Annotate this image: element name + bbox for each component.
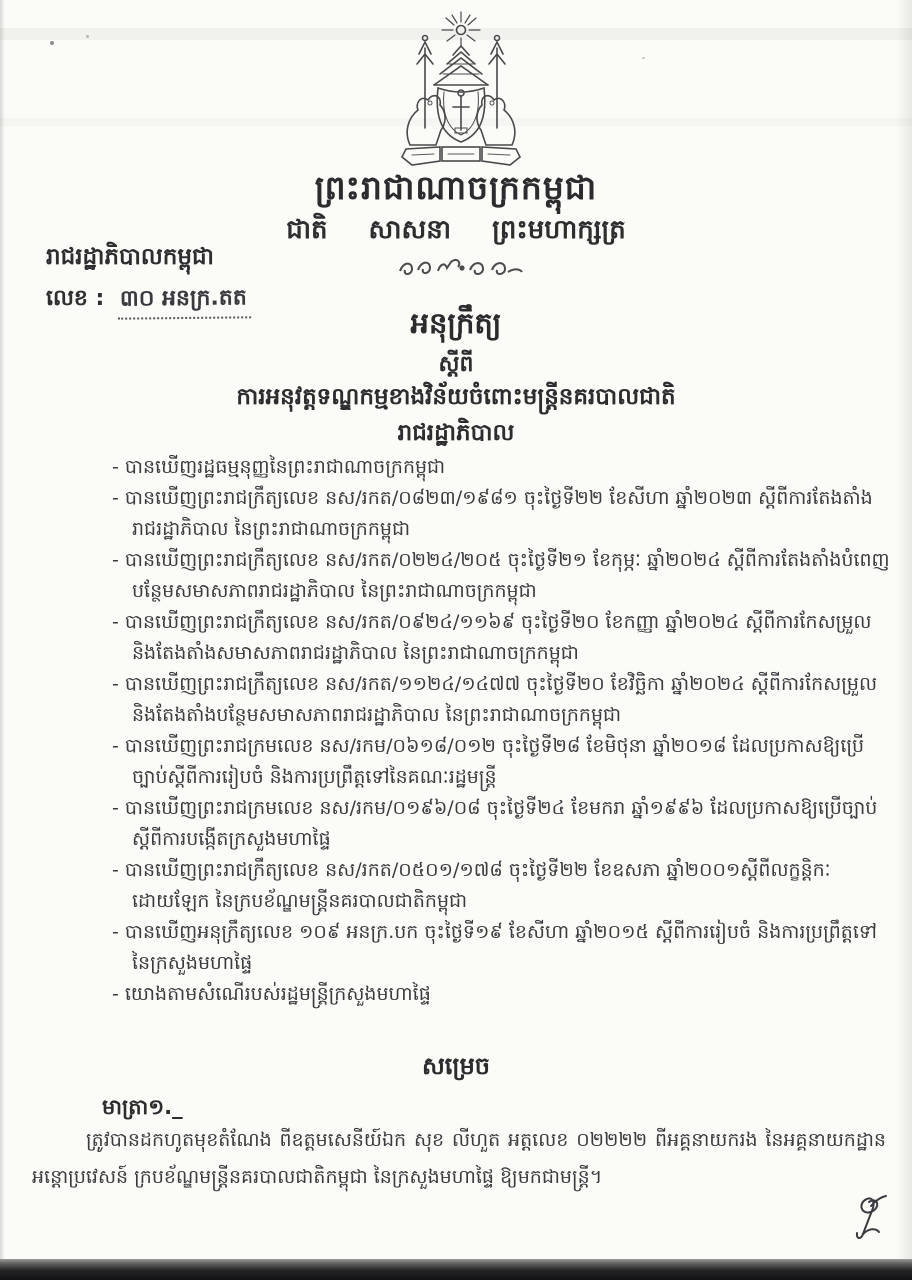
preamble-heading: រាជរដ្ឋាភិបាល xyxy=(397,420,515,446)
sun-rays-icon xyxy=(442,12,480,46)
pediment-icon xyxy=(434,46,488,85)
decision-heading: សម្រេច xyxy=(421,1052,491,1080)
kingdom-title: ព្រះរាជាណាចក្រកម្ពុជា xyxy=(314,168,598,207)
article-1-label: មាត្រា១._ xyxy=(102,1095,183,1119)
consideration-item: - បានឃើញព្រះរាជក្រឹត្យលេខ នស/រកត/០៩២៤/១១៦៩ ចុះថ្ងៃទី២០ ខែកញ្ញា ឆ្នាំ២០២៤ ស្តីពីការកែសម្រួល និងតែងតាំងសមាសភាពរាជរដ្ឋាភិបាល នៃព្រះរាជាណាចក្រកម្ពុជា xyxy=(112,611,872,664)
paper-speck xyxy=(50,41,54,45)
photo-right-edge xyxy=(896,0,912,1280)
article-1-text: ត្រូវបានដកហូតមុខតំណែង ពីឧត្តមសេនីយ៍ឯក សុខ លីហួត អត្តលេខ ០២២២២ ពីអគ្គនាយករង នៃអគ្គនាយកដ្ឋានអន្តោប្រវេសន៍ ក្របខ័ណ្ឌមន្ត្រីនគរបាលជាតិកម្ពុជា នៃក្រសួងមហាផ្ទៃ ឱ្យមកជាមន្ត្រី។ xyxy=(32,1129,886,1188)
consideration-item: - បានឃើញព្រះរាជក្រឹត្យលេខ នស/រកត/០៥០១/១៧៨ ចុះថ្ងៃទី២២ ខែឧសភា ឆ្នាំ២០០១ស្តីពីលក្ខន្តិកៈដោយឡែក នៃក្របខ័ណ្ឌមន្ត្រីនគរបាលជាតិកម្ពុជា xyxy=(112,859,831,912)
consideration-item: - បានឃើញអនុក្រឹត្យលេខ ១០៩ អនក្រ.បក ចុះថ្ងៃទី១៩ ខែសីហា ឆ្នាំ២០១៥ ស្តីពីការរៀបចំ និងការប្រព្រឹត្តទៅ នៃក្រសួងមហាផ្ទៃ xyxy=(112,921,877,974)
considerations-list xyxy=(112,452,894,1018)
photo-left-edge xyxy=(0,0,5,1280)
national-motto: ជាតិ សាសនា ព្រះមហាក្សត្រ xyxy=(286,215,626,245)
consideration-item: - បានឃើញរដ្ឋធម្មនុញ្ញនៃព្រះរាជាណាចក្រកម្ពុជា xyxy=(112,456,446,478)
royal-arms-emblem xyxy=(386,10,536,168)
subject-title: ការអនុវត្តទណ្ឌកម្មខាងវិន័យចំពោះមន្ត្រីនគរបាលជាតិ xyxy=(236,384,676,410)
issuing-authority: រាជរដ្ឋាភិបាលកម្ពុជា xyxy=(46,244,214,270)
consideration-item: - បានឃើញព្រះរាជក្រឹត្យលេខ នស/រកត/០២២៤/២០៥ ចុះថ្ងៃទី២១ ខែកុម្ភៈ ឆ្នាំ២០២៤ ស្តីពីការតែងតាំងបំពេញបន្ថែមសមាសភាពរាជរដ្ឋាភិបាល នៃព្រះរាជាណាចក្រកម្ពុជា xyxy=(112,549,890,602)
consideration-item: - យោងតាមសំណើរបស់រដ្ឋមន្ត្រីក្រសួងមហាផ្ទៃ xyxy=(112,983,431,1005)
ornamental-divider-icon xyxy=(396,256,524,282)
handwritten-initial xyxy=(845,1192,891,1244)
paper-speck xyxy=(642,57,645,59)
consideration-item: - បានឃើញព្រះរាជក្រឹត្យលេខ នស/រកត/១១២៤/១៤៧៧ ចុះថ្ងៃទី២០ ខែវិច្ឆិកា ឆ្នាំ២០២៤ ស្តីពីការកែសម្រួល និងតែងតាំងបន្ថែមសមាសភាពរាជរដ្ឋាភិបាល នៃព្រះរាជាណាចក្រកម្ពុជា xyxy=(112,673,878,726)
document-number-value: ៣០ អនក្រ.តត xyxy=(118,283,251,319)
consideration-item: - បានឃើញព្រះរាជក្រឹត្យលេខ នស/រកត/០៨២៣/១៩៨១ ចុះថ្ងៃទី២២ ខែសីហា ឆ្នាំ២០២៣ ស្តីពីការតែងតាំងរាជរដ្ឋាភិបាល នៃព្រះរាជាណាចក្រកម្ពុជា xyxy=(112,487,873,540)
consideration-item: - បានឃើញព្រះរាជក្រមលេខ នស/រកម/០១៩៦/០៨ ចុះថ្ងៃទី២៤ ខែមករា ឆ្នាំ១៩៩៦ ដែលប្រកាសឱ្យប្រើច្បាប់ស្តីពីការបង្កើតក្រសួងមហាផ្ទៃ xyxy=(112,797,878,850)
consideration-item: - បានឃើញព្រះរាជក្រមលេខ នស/រកម/០៦១៨/០១២ ចុះថ្ងៃទី២៨ ខែមិថុនា ឆ្នាំ២០១៨ ដែលប្រកាសឱ្យប្រើច្បាប់ស្តីពីការរៀបចំ និងការប្រព្រឹត្តទៅនៃគណៈរដ្ឋមន្ត្រី xyxy=(112,735,865,788)
photo-bottom-edge xyxy=(0,1259,912,1280)
document-type-heading: អនុក្រឹត្យ xyxy=(410,306,502,340)
paper-speck xyxy=(86,35,89,38)
ribbon-banner-icon xyxy=(402,147,520,165)
document-number-label: លេខ : xyxy=(46,286,105,311)
subject-label: ស្តីពី xyxy=(438,352,474,377)
